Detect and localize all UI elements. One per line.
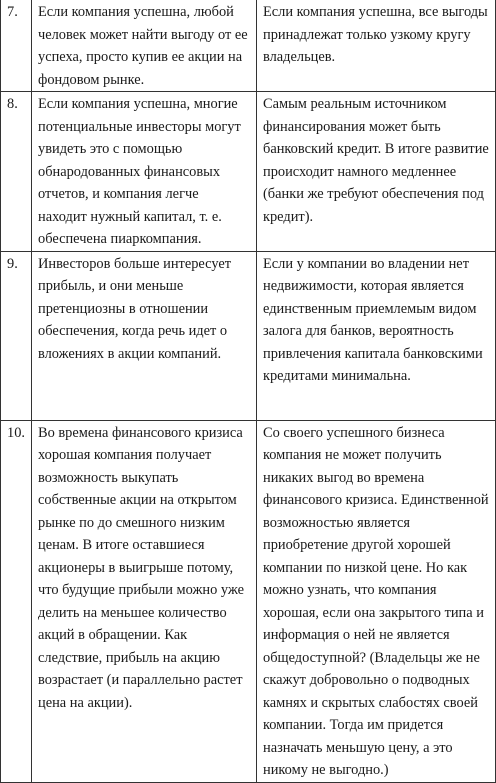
table-row [1, 251, 496, 420]
private-company-cell [257, 420, 496, 782]
cell-text: Во времена финансового кризиса хорошая компания получает возможность выкупать собственные акции на открытом рынке по до смешного низким ценам. В итоге оставшиеся акционеры в выигрыше потому, что будущие прибыли можно уже делить на меньшее количество акций в обращении. Как следствие, прибыль на акцию возрастает (и параллельно растет цена на акции). [38, 424, 245, 711]
cell-text: Если компания успешна, многие потенциальные инвесторы могут увидеть это с помощью обнародованных финансовых отчетов, и компания легче находит нужный капитал, т. е. обеспечена пиаркомпания. [38, 96, 241, 247]
private-company-cell [257, 92, 496, 252]
row-number: 8. [1, 92, 32, 252]
public-company-cell [32, 0, 257, 92]
public-company-cell [32, 420, 257, 782]
public-company-cell [32, 251, 257, 420]
row-number: 9. [1, 251, 32, 420]
cell-text: Инвесторов больше интересует прибыль, и они меньше претенциозны в отношении обеспечения, когда речь идет о вложениях в акции компаний. [38, 255, 232, 362]
row-number: 10. [1, 420, 32, 782]
cell-text: Если компания успешна, любой человек может найти выгоду от ее успеха, просто купив ее акции на фондовом рынке. [38, 4, 248, 88]
table-row [1, 420, 496, 782]
table-row [1, 0, 496, 92]
cell-text: Если у компании во владении нет недвижимости, которая является единственным приемлемым видом залога для банков, вероятность привлечения капитала банковскими кредитами минимальна. [263, 255, 483, 384]
public-company-cell [32, 92, 257, 252]
cell-text: Если компания успешна, все выгоды принадлежат только узкому кругу владельцев. [263, 4, 488, 65]
table-row [1, 92, 496, 252]
private-company-cell [257, 251, 496, 420]
cell-text: Самым реальным источником финансирования может быть банковский кредит. В итоге развитие происходит намного медленнее (банки же требуют обеспечения под кредит). [263, 96, 489, 225]
cell-text: Со своего успешного бизнеса компания не может получить никаких выгод во времена финансового кризиса. Единственной возможностью является приобретение другой хорошей компании по низкой цене. Но как можно узнать, что компания хорошая, если она закрытого типа и информация о ней не является общедоступной? (Владельцы же не скажут добровольно о подводных камнях и скрытых слабостях своей компании. Тогда им придется назначать меньшую цену, а это никому не выгодно.) [263, 424, 489, 778]
private-company-cell [257, 0, 496, 92]
row-number: 7. [1, 0, 32, 92]
